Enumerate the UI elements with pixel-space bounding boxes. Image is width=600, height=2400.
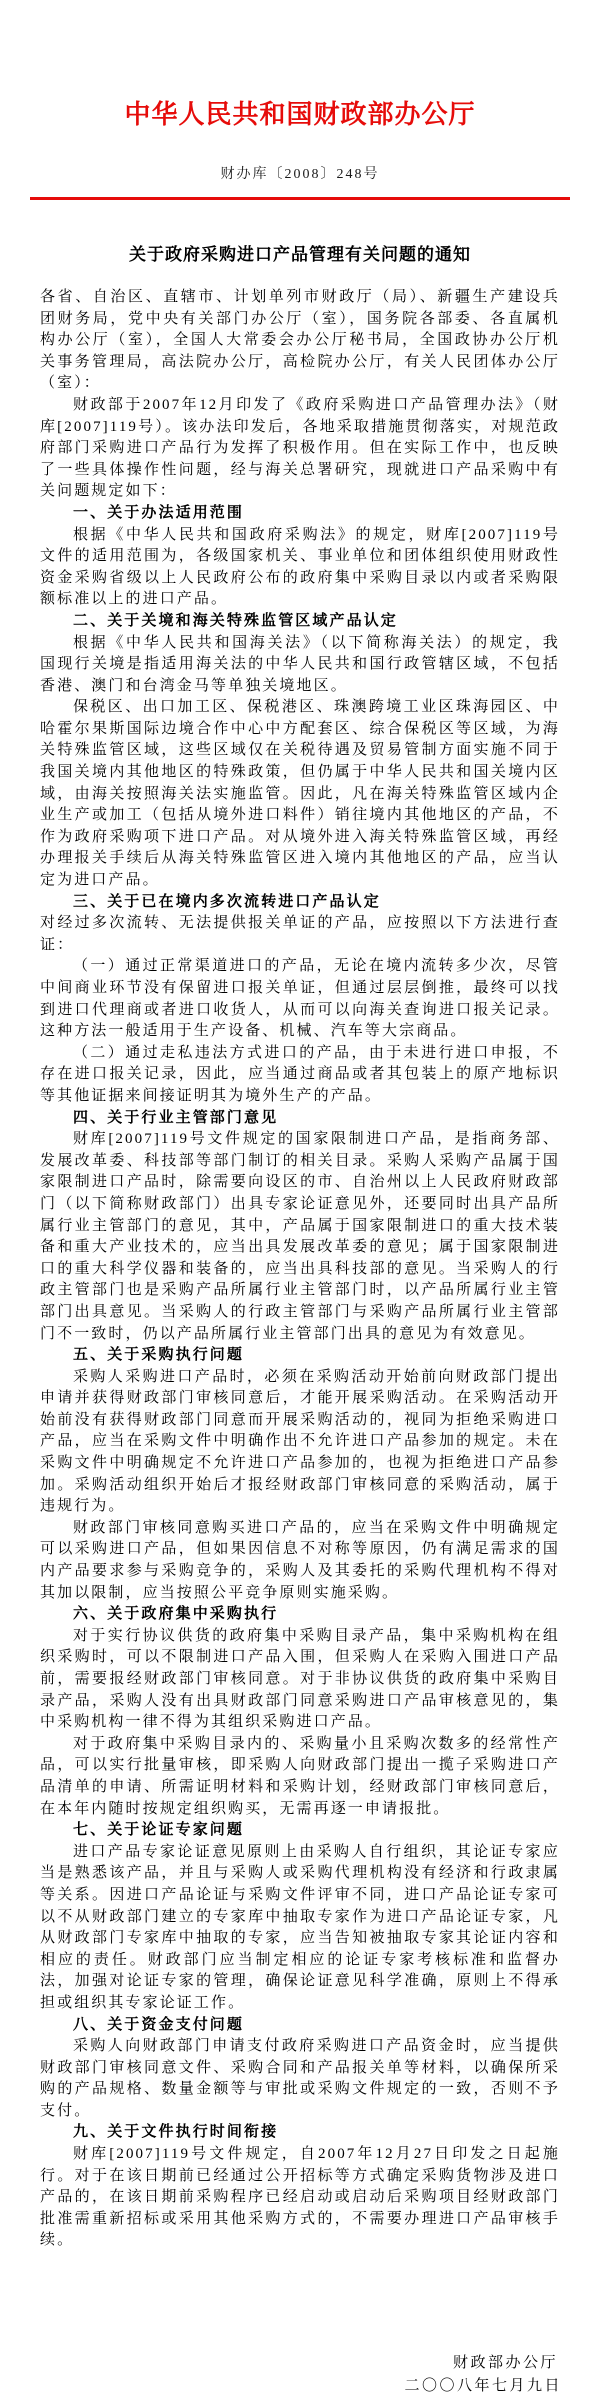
paragraph: 财库[2007]119号文件规定，自2007年12月27日印发之日起施行。对于在该日期前已经通过公开招标等方式确定采购货物涉及进口产品的，在该日期前采购程序已经启动或启动后采购项目经财政部门批准需重新招标或采用其他采购方式的，不需要办理进口产品审核手续。: [40, 2146, 560, 2249]
section-heading: 七、关于论证专家问题: [73, 1822, 245, 1839]
paragraph: 采购人向财政部门申请支付政府采购进口产品资金时，应当提供财政部门审核同意文件、采购合同和产品报关单等材料，以确保所采购的产品规格、数量金额等与审批或采购文件规定的一致，否则不予支付。: [40, 2038, 560, 2119]
org-title: 中华人民共和国财政部办公厅: [124, 100, 476, 129]
section-heading: 四、关于行业主管部门意见: [73, 1109, 279, 1126]
paragraph: （二）通过走私违法方式进口的产品，由于未进行进口申报，不存在进口报关记录，因此，应当通过商品或者其包装上的原产地标识等其他证据来间接证明其为境外生产的产品。: [40, 1044, 560, 1104]
section-heading: 一、关于办法适用范围: [73, 504, 245, 521]
paragraph: 财政部门审核同意购买进口产品的，应当在采购文件中明确规定可以采购进口产品，但如果因信息不对称等原因，仍有满足需求的国内产品要求参与采购竞争的，采购人及其委托的采购代理机构不得对其加以限制，应当按照公平竞争原则实施采购。: [40, 1519, 560, 1601]
paragraph: 财政部于2007年12月印发了《政府采购进口产品管理办法》（财库[2007]119号）。该办法印发后，各地采取措施贯彻落实，对规范政府部门采购进口产品行为发挥了积极作用。但在实际工作中，也反映了一些具体操作性问题，经与海关总署研究，现就进口产品采购中有关问题规定如下：: [40, 396, 560, 500]
section-heading: 二、关于关境和海关特殊监管区域产品认定: [73, 612, 398, 629]
paragraph: 根据《中华人民共和国海关法》（以下简称海关法）的规定，我国现行关境是指适用海关法的中华人民共和国行政管辖区域，不包括香港、澳门和台湾金马等单独关境地区。: [40, 634, 560, 694]
signature-org: 财政部办公厅: [452, 2355, 558, 2371]
section-heading: 六、关于政府集中采购执行: [73, 1606, 279, 1623]
paragraph: 对经过多次流转、无法提供报关单证的产品，应按照以下方法进行查证：: [40, 915, 560, 953]
doc-number: 财办库〔2008〕248号: [220, 167, 380, 182]
paragraph: 各省、自治区、直辖市、计划单列市财政厅（局）、新疆生产建设兵团财务局，党中央有关部门办公厅（室），国务院各部委、各直属机构办公厅（室），全国人大常委会办公厅秘书局，全国政协办公厅机关事务管理局，高法院办公厅，高检院办公厅，有关人民团体办公厅（室）：: [40, 289, 560, 392]
signature-block: [404, 2352, 562, 2398]
paragraph: 财库[2007]119号文件规定的国家限制进口产品，是指商务部、发展改革委、科技部等部门制订的相关目录。采购人采购产品属于国家限制进口产品时，除需要向设区的市、自治州以上人民政府财政部门（以下简称财政部门）出具专家论证意见外，还要同时出具产品所属行业主管部门的意见，其中，产品属于国家限制进口的重大技术装备和重大产业技术的，应当出具发展改革委的意见；属于国家限制进口的重大科学仪器和装备的，应当出具科技部的意见。当采购人的行政主管部门也是采购产品所属行业主管部门时，以产品所属行业主管部门出具意见。当采购人的行政主管部门与采购产品所属行业主管部门不一致时，仍以产品所属行业主管部门出具的意见为有效意见。: [40, 1131, 560, 1342]
section-heading: 九、关于文件执行时间衔接: [73, 2124, 279, 2141]
paragraph: 对于政府集中采购目录内的、采购量小且采购次数多的经常性产品，可以实行批量审核，即采购人向财政部门提出一揽子采购进口产品清单的申请、所需证明材料和采购计划，经财政部门审核同意后，在本年内随时按规定组织购买，无需再逐一申请报批。: [40, 1735, 560, 1817]
section-heading: 三、关于已在境内多次流转进口产品认定: [73, 893, 381, 910]
paragraph: 根据《中华人民共和国政府采购法》的规定，财库[2007]119号文件的适用范围为，各级国家机关、事业单位和团体组织使用财政性资金采购省级以上人民政府公布的政府集中采购目录以内或者采购限额标准以上的进口产品。: [40, 526, 560, 608]
paragraph: 进口产品专家论证意见原则上由采购人自行组织，其论证专家应当是熟悉该产品，并且与采购人或采购代理机构没有经济和行政隶属等关系。因进口产品论证与采购文件评审不同，进口产品论证专家可以不从财政部门建立的专家库中抽取专家作为进口产品论证专家，凡从财政部门专家库中抽取的专家，应当告知被抽取专家其论证内容和相应的责任。财政部门应当制定相应的论证专家考核标准和监督办法，加强对论证专家的管理，确保论证意见科学准确，原则上不得承担或组织其专家论证工作。: [40, 1843, 560, 2011]
paragraph: 保税区、出口加工区、保税港区、珠澳跨境工业区珠海园区、中哈霍尔果斯国际边境合作中心中方配套区、综合保税区等区域，为海关特殊监管区域，这些区域仅在关税待遇及贸易管制方面实施不同于我国关境内其他地区的特殊政策，但仍属于中华人民共和国关境内区域，由海关按照海关法实施监管。因此，凡在海关特殊监管区域内企业生产或加工（包括从境外进口料件）销往境内其他地区的产品，不作为政府采购项下进口产品。对从境外进入海关特殊监管区域，再经办理报关手续后从海关特殊监管区进入境内其他地区的产品，应当认定为进口产品。: [40, 699, 560, 889]
red-divider-line: [30, 197, 570, 200]
doc-title: 关于政府采购进口产品管理有关问题的通知: [129, 245, 471, 264]
paragraph: 对于实行协议供货的政府集中采购目录产品，集中采购机构在组织采购时，可以不限制进口产品入围，但采购人在采购入围进口产品前，需要报经财政部门审核同意。对于非协议供货的政府集中采购目录产品，采购人没有出具财政部门同意采购进口产品审核意见的，集中采购机构一律不得为其组织采购进口产品。: [40, 1627, 560, 1731]
section-heading: 八、关于资金支付问题: [73, 2016, 245, 2033]
section-heading: 五、关于采购执行问题: [73, 1347, 245, 1364]
paragraph: （一）通过正常渠道进口的产品，无论在境内流转多少次，尽管中间商业环节没有保留进口报关单证，但通过层层倒推，最终可以找到进口代理商或者进口收货人，从而可以向海关查询进口报关记录。这种方法一般适用于生产设备、机械、汽车等大宗商品。: [40, 958, 560, 1040]
document-body: [0, 287, 600, 2252]
signature-date: 二〇〇八年七月九日: [404, 2378, 562, 2394]
paragraph: 采购人采购进口产品时，必须在采购活动开始前向财政部门提出申请并获得财政部门审核同意后，才能开展采购活动。在采购活动开始前没有获得财政部门同意而开展采购活动的，视同为拒绝采购进口产品，应当在采购文件中明确作出不允许进口产品参加的规定。未在采购文件中明确规定不允许进口产品参加的，也视为拒绝进口产品参加。采购活动组织开始后才报经财政部门审核同意的采购活动，属于违规行为。: [40, 1368, 560, 1515]
